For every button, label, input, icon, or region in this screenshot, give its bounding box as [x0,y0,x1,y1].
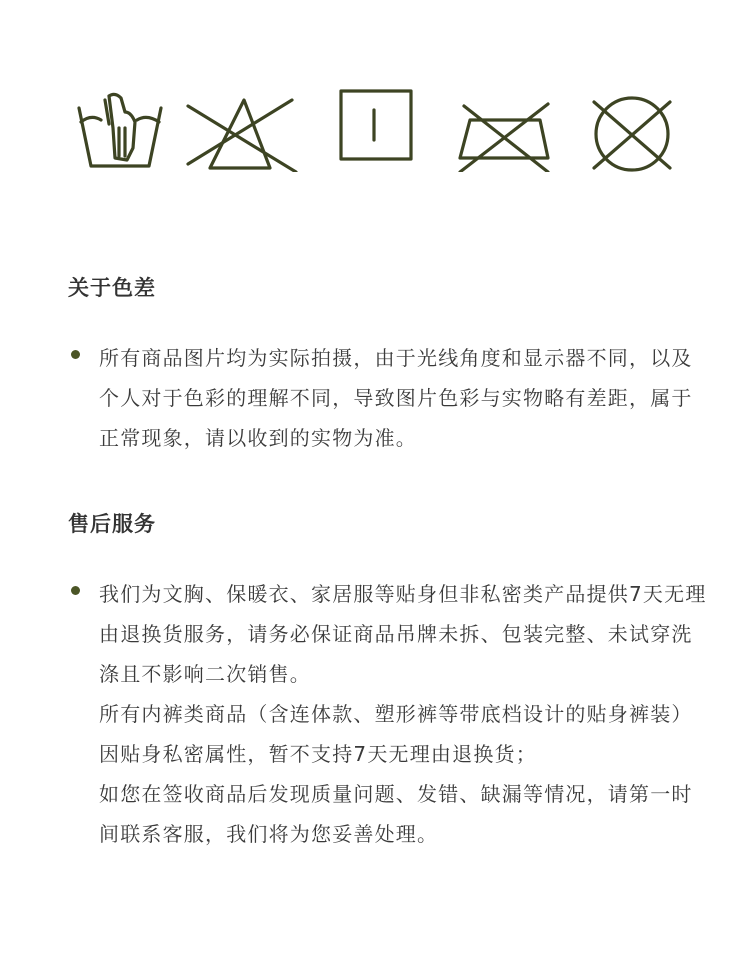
bullet-icon [71,586,80,595]
after-sales-item [68,574,708,854]
after-sales-text-1: 我们为文胸、保暖衣、家居服等贴身但非私密类产品提供7天无理由退换货服务，请务必保证商品吊牌未拆、包装完整、未试穿洗涤且不影响二次销售。 [99,582,707,686]
do-not-iron-icon [456,88,552,172]
care-symbols-row [0,88,750,188]
after-sales-title: 售后服务 [68,512,156,536]
after-sales-text-3: 如您在签收商品后发现质量问题、发错、缺漏等情况，请第一时间联系客服，我们将为您妥善处理。 [99,782,693,846]
color-difference-title: 关于色差 [68,276,156,300]
bullet-icon [71,350,80,359]
hand-wash-icon [75,88,165,168]
after-sales-text-2: 所有内裤类商品（含连体款、塑形裤等带底档设计的贴身裤装）因贴身私密属性，暂不支持7天无理由退换货； [99,702,693,766]
after-sales-section [68,510,708,854]
drip-dry-icon [338,88,414,164]
color-difference-item [68,338,708,458]
do-not-tumble-dry-icon [588,88,678,172]
do-not-bleach-icon [186,88,298,172]
color-difference-section [68,274,708,458]
color-difference-text: 所有商品图片均为实际拍摄，由于光线角度和显示器不同，以及个人对于色彩的理解不同，导致图片色彩与实物略有差距，属于正常现象，请以收到的实物为准。 [99,346,693,450]
